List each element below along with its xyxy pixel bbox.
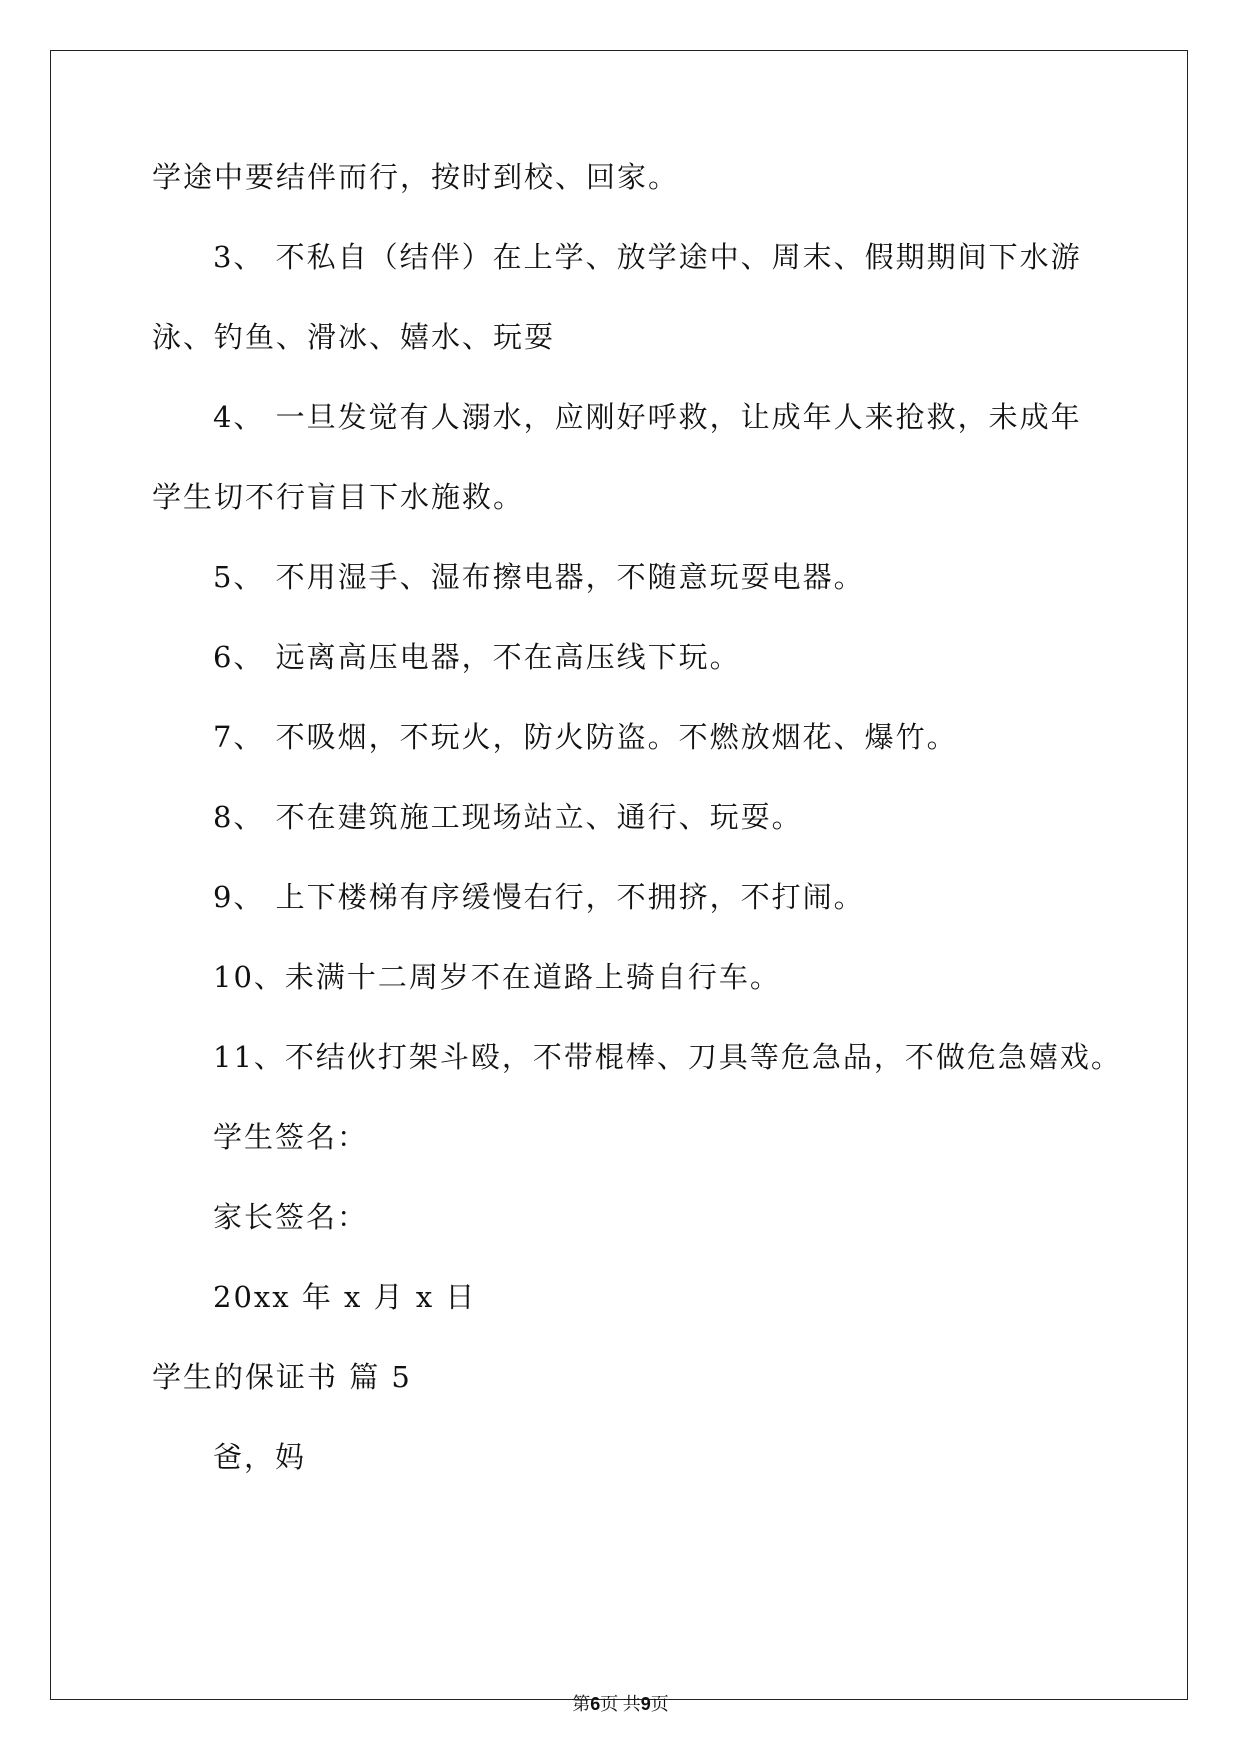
- salutation: 爸，妈: [213, 1440, 307, 1474]
- list-item-7: 7、 不吸烟，不玩火，防火防盗。不燃放烟花、爆竹。: [213, 720, 958, 754]
- list-item-8: 8、 不在建筑施工现场站立、通行、玩耍。: [213, 800, 803, 834]
- list-item-9: 9、 上下楼梯有序缓慢右行，不拥挤，不打闹。: [213, 880, 865, 914]
- list-item-11: 11、不结伙打架斗殴，不带棍棒、刀具等危急品，不做危急嬉戏。: [213, 1040, 1122, 1074]
- body-line-1: 学途中要结伴而行，按时到校、回家。: [152, 160, 680, 194]
- list-item-6: 6、 远离高压电器，不在高压线下玩。: [213, 640, 741, 674]
- list-item-5: 5、 不用湿手、湿布擦电器，不随意玩耍电器。: [213, 560, 865, 594]
- parent-signature-label: 家长签名：: [213, 1200, 369, 1234]
- footer-suffix: 页: [650, 1694, 669, 1714]
- section-heading: 学生的保证书 篇 5: [152, 1360, 412, 1394]
- footer-prefix: 第: [572, 1694, 591, 1714]
- footer-current-page: 6: [590, 1694, 601, 1714]
- page-footer: [0, 1690, 1241, 1716]
- list-item-3-continued: 泳、钓鱼、滑冰、嬉水、玩耍: [152, 320, 556, 354]
- footer-total-pages: 9: [640, 1694, 651, 1714]
- date-line: 20xx 年 x 月 x 日: [213, 1280, 477, 1314]
- list-item-4: 4、 一旦发觉有人溺水，应刚好呼救，让成年人来抢救，未成年: [213, 400, 1082, 434]
- list-item-4-continued: 学生切不行盲目下水施救。: [152, 480, 525, 514]
- student-signature-label: 学生签名：: [213, 1120, 369, 1154]
- list-item-3: 3、 不私自（结伴）在上学、放学途中、周末、假期期间下水游: [213, 240, 1082, 274]
- list-item-10: 10、未满十二周岁不在道路上骑自行车。: [213, 960, 781, 994]
- footer-middle: 页 共: [600, 1694, 641, 1714]
